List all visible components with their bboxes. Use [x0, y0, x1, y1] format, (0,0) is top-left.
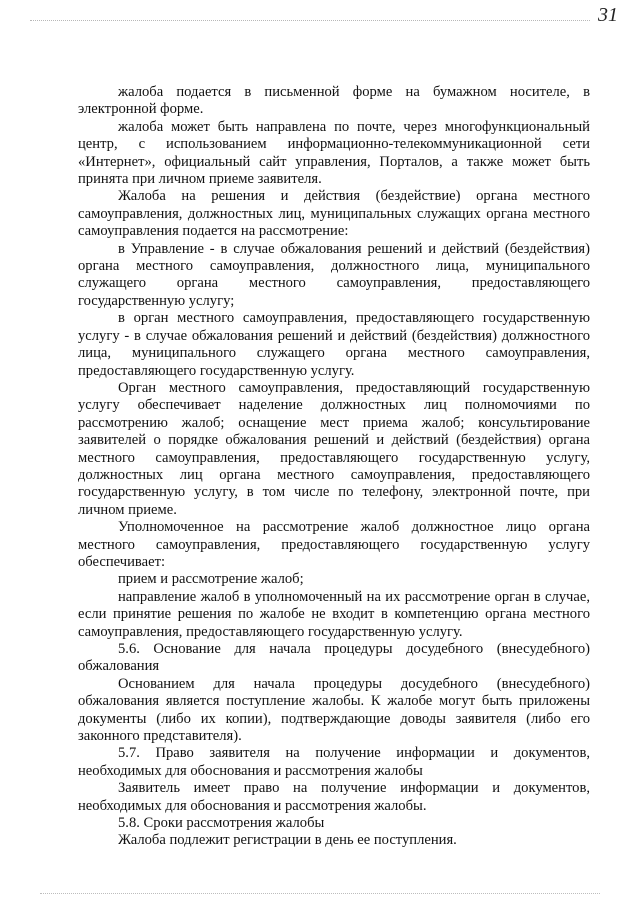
paragraph: жалоба подается в письменной форме на бумажном носителе, в электронной форме.: [78, 84, 590, 118]
scan-edge-top: [30, 20, 590, 23]
paragraph: направление жалоб в уполномоченный на их рассмотрение орган в случае, если принятие решения по жалобе не входит в компетенцию органа местного самоуправления, предоставляющего государственную услугу.: [78, 588, 590, 640]
section-heading: 5.7. Право заявителя на получение информации и документов, необходимых для обоснования и рассмотрения жалобы: [78, 745, 590, 779]
section-heading: 5.8. Сроки рассмотрения жалобы: [118, 815, 325, 832]
document-body: [78, 84, 590, 850]
paragraph: Уполномоченное на рассмотрение жалоб должностное лицо органа местного самоуправления, предоставляющего государственную услугу обеспечивает:: [78, 519, 590, 570]
paragraph: в Управление - в случае обжалования решений и действий (бездействия) органа местного самоуправления, должностного лица, муниципального служащего органа местного самоуправления, предоставляющего государственную услугу;: [78, 240, 590, 309]
paragraph: жалоба может быть направлена по почте, через многофункциональный центр, с использованием информационно-телекоммуникационной сети «Интернет», официальный сайт управления, Порталов, а также может быть принята при личном приеме заявителя.: [78, 118, 590, 188]
paragraph: Жалоба подлежит регистрации в день ее поступления.: [118, 832, 457, 849]
paragraph: Орган местного самоуправления, предоставляющий государственную услугу обеспечивает наделение должностных лиц полномочиями по рассмотрению жалоб; оснащение мест приема жалоб; консультирование заявителей о порядке обжалования решений и действий (бездействия) органа местного самоуправления, предоставляющего государственную услугу, должностных лиц органа местного самоуправления, предоставляющего государственную услугу, в том числе по телефону, электронной почте, при личном приеме.: [78, 379, 590, 518]
section-heading: 5.6. Основание для начала процедуры досудебного (внесудебного) обжалования: [78, 641, 590, 675]
paragraph: Заявитель имеет право на получение информации и документов, необходимых для обоснования и рассмотрения жалобы.: [78, 780, 590, 814]
paragraph: Жалоба на решения и действия (бездействие) органа местного самоуправления, должностных лиц, муниципальных служащих органа местного самоуправления подается на рассмотрение:: [78, 188, 590, 240]
paragraph: в орган местного самоуправления, предоставляющего государственную услугу - в случае обжалования решений и действий (бездействия) должностного лица, муниципального служащего органа местного самоуправления, предоставляющего государственную услугу.: [78, 310, 590, 379]
paragraph: Основанием для начала процедуры досудебного (внесудебного) обжалования является поступление жалобы. К жалобе могут быть приложены документы (либо их копии), подтверждающие доводы заявителя (либо его законного представителя).: [78, 675, 590, 745]
paragraph: прием и рассмотрение жалоб;: [118, 571, 304, 588]
page-number: 31: [598, 4, 618, 26]
scan-edge-bottom: [40, 893, 600, 896]
